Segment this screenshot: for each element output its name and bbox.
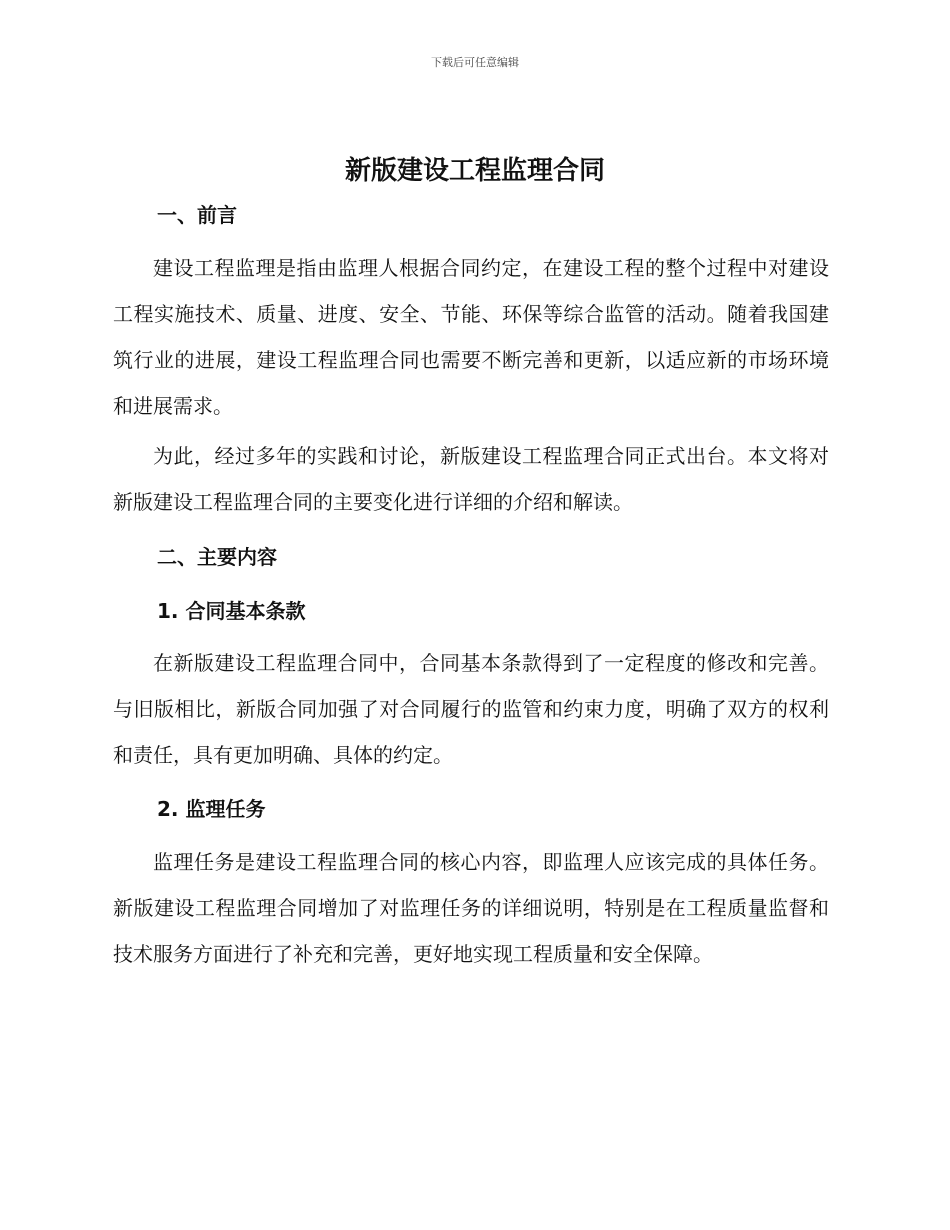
subsection-heading-basic-terms: 1. 合同基本条款: [157, 599, 306, 623]
paragraph-preface-1: 建设工程监理是指由监理人根据合同约定，在建设工程的整个过程中对建设工程实施技术、质量、进度、安全、节能、环保等综合监管的活动。随着我国建筑行业的进展，建设工程监理合同也需要不断完善和更新，以适应新的市场环境和进展需求。: [113, 256, 829, 418]
section-heading-main: 二、主要内容: [157, 545, 277, 569]
header-note: 下载后可任意编辑: [431, 56, 519, 69]
section-heading-preface: 一、前言: [157, 203, 237, 227]
subsection-heading-supervision-tasks: 2. 监理任务: [157, 797, 266, 821]
paragraph-preface-2: 为此，经过多年的实践和讨论，新版建设工程监理合同正式出台。本文将对新版建设工程监理合同的主要变化进行详细的介绍和解读。: [113, 444, 829, 514]
paragraph-basic-terms: 在新版建设工程监理合同中，合同基本条款得到了一定程度的修改和完善。与旧版相比，新版合同加强了对合同履行的监管和约束力度，明确了双方的权利和责任，具有更加明确、具体的约定。: [113, 651, 829, 767]
paragraph-supervision-tasks: 监理任务是建设工程监理合同的核心内容，即监理人应该完成的具体任务。新版建设工程监理合同增加了对监理任务的详细说明，特别是在工程质量监督和技术服务方面进行了补充和完善，更好地实现工程质量和安全保障。: [113, 850, 829, 966]
document-title: 新版建设工程监理合同: [344, 156, 605, 186]
